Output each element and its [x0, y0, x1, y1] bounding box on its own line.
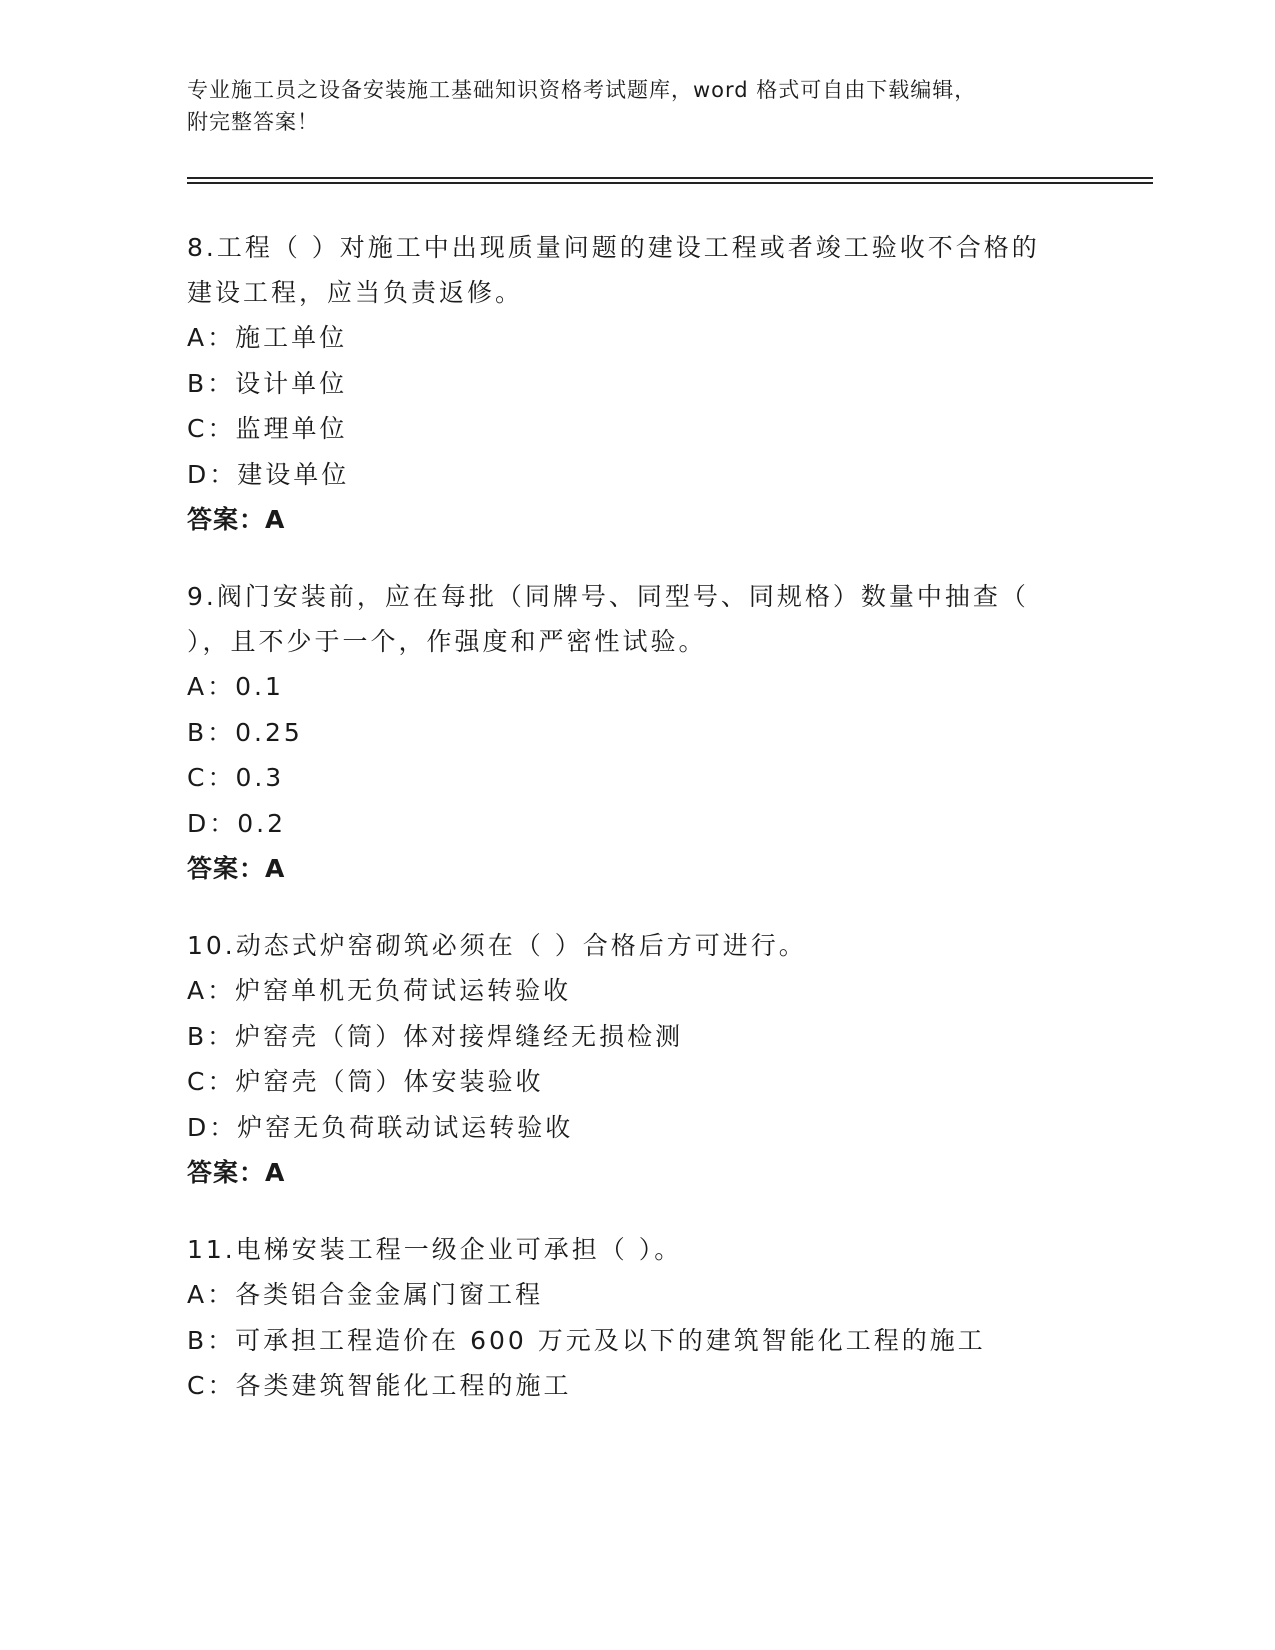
question-11	[187, 1227, 1087, 1409]
answer: 答案：A	[187, 1158, 286, 1187]
option-b: B：0.25	[187, 717, 303, 747]
option-d: D：0.2	[187, 808, 287, 838]
option-c: C：监理单位	[187, 414, 348, 443]
option-a: A：炉窑单机无负荷试运转验收	[187, 976, 572, 1005]
option-b: B：炉窑壳（筒）体对接焊缝经无损检测	[187, 1021, 684, 1051]
question-10	[187, 923, 1087, 1196]
option-a: A：0.1	[187, 672, 284, 701]
question-stem-line: 9.阀门安装前，应在每批（同牌号、同型号、同规格）数量中抽查（	[187, 582, 1029, 611]
option-c: C：0.3	[187, 763, 285, 792]
option-a: A：施工单位	[187, 323, 348, 352]
option-a: A：各类铝合金金属门窗工程	[187, 1280, 544, 1309]
answer: 答案：A	[187, 854, 286, 883]
answer: 答案：A	[187, 505, 286, 534]
question-stem-line: 8.工程（ ）对施工中出现质量问题的建设工程或者竣工验收不合格的	[187, 233, 1040, 262]
question-stem-line: ），且不少于一个，作强度和严密性试验。	[187, 627, 707, 656]
header-divider-bottom	[187, 182, 1153, 184]
header-divider-top	[187, 177, 1153, 179]
option-d: D：炉窑无负荷联动试运转验收	[187, 1112, 574, 1142]
option-d: D：建设单位	[187, 459, 350, 489]
question-stem-line: 建设工程，应当负责返修。	[187, 278, 524, 307]
question-stem-line: 11.电梯安装工程一级企业可承担（ ）。	[187, 1235, 683, 1264]
header-line-1: 专业施工员之设备安装施工基础知识资格考试题库，word 格式可自由下载编辑，	[187, 78, 977, 102]
option-c: C：炉窑壳（筒）体安装验收	[187, 1067, 544, 1096]
question-9	[187, 574, 1087, 892]
option-b: B：可承担工程造价在 600 万元及以下的建筑智能化工程的施工	[187, 1325, 986, 1355]
header-line-2: 附完整答案！	[187, 110, 319, 134]
question-stem-line: 10.动态式炉窑砌筑必须在（ ）合格后方可进行。	[187, 931, 807, 960]
document-header	[187, 74, 1067, 138]
option-c: C：各类建筑智能化工程的施工	[187, 1371, 572, 1400]
option-b: B：设计单位	[187, 368, 348, 398]
question-8	[187, 225, 1087, 543]
